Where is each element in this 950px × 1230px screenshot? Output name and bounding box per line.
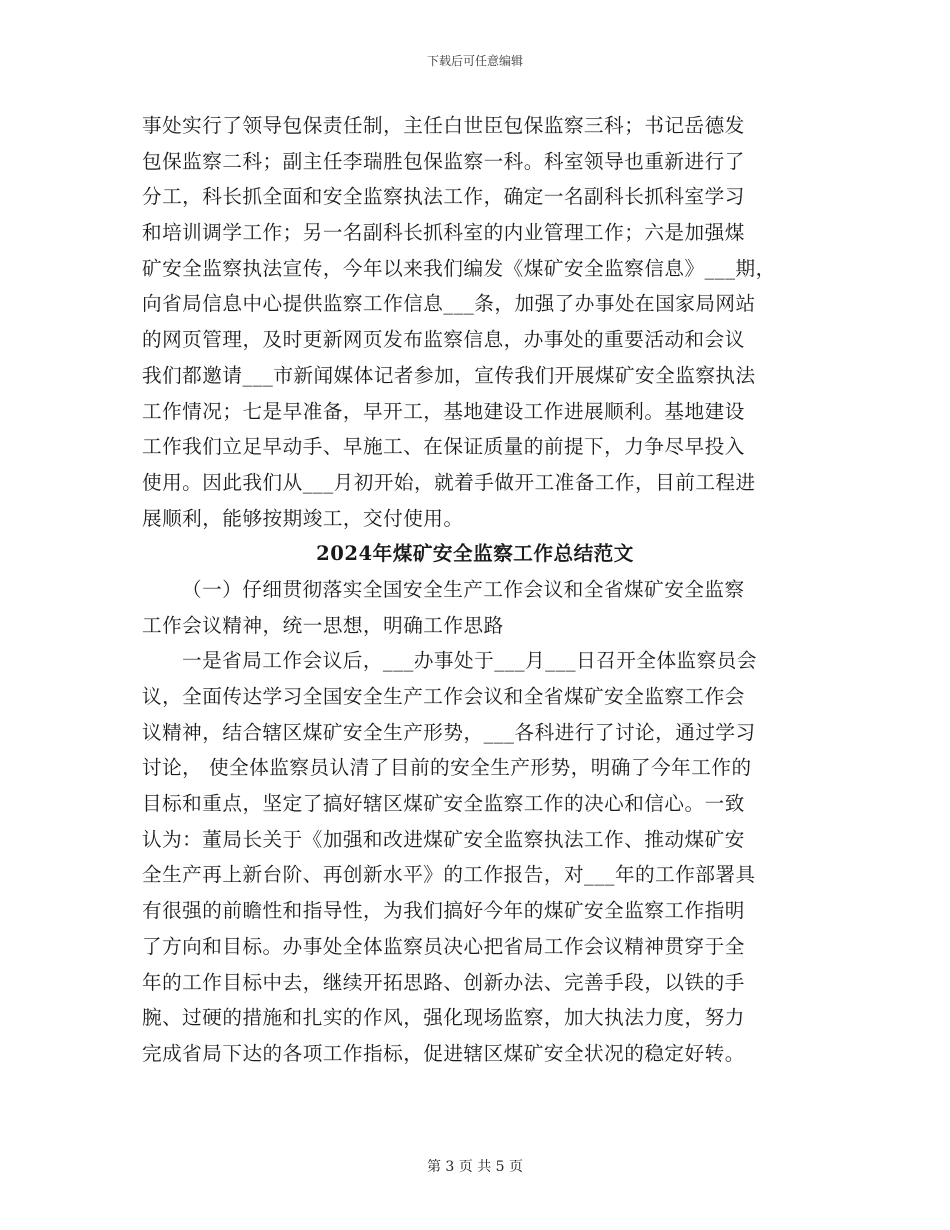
- text-line: 分工，科长抓全面和安全监察执法工作，确定一名副科长抓科室学习: [142, 185, 745, 209]
- text-line: 包保监察二科；副主任李瑞胜包保监察一科。科室领导也重新进行了: [142, 149, 745, 173]
- text-line: 议，全面传达学习全国安全生产工作会议和全省煤矿安全监察工作会: [142, 685, 745, 708]
- text-line: 有很强的前瞻性和指导性，为我们搞好今年的煤矿安全监察工作指明: [142, 899, 745, 923]
- text-line: 和培训调学工作；另一名副科长抓科室的内业管理工作；六是加强煤: [142, 221, 745, 245]
- text-line: 全生产再上新台阶、再创新水平》的工作报告，对___年的工作部署具: [142, 863, 756, 887]
- text-line: 矿安全监察执法宣传，今年以来我们编发《煤矿安全监察信息》___期，: [142, 256, 776, 280]
- text-line: 向省局信息中心提供监察工作信息___条，加强了办事处在国家局网站: [142, 292, 756, 316]
- section-heading-line: 工作会议精神，统一思想，明确工作思路: [142, 613, 504, 637]
- text-line: 的网页管理，及时更新网页发布监察信息，办事处的重要活动和会议: [142, 328, 745, 352]
- text-line: 事处实行了领导包保责任制，主任白世臣包保监察三科；书记岳德发: [142, 114, 745, 137]
- text-line: 完成省局下达的各项工作指标，促进辖区煤矿安全状况的稳定好转。: [142, 1041, 745, 1065]
- text-line: 展顺利，能够按期竣工，交付使用。: [142, 506, 464, 530]
- text-line: 使用。因此我们从___月初开始，就着手做开工准备工作，目前工程进: [142, 470, 756, 494]
- text-line: 工作我们立足早动手、早施工、在保证质量的前提下，力争尽早投入: [142, 435, 745, 459]
- text-line: 工作情况；七是早准备，早开工，基地建设工作进展顺利。基地建设: [142, 399, 745, 423]
- document-title: 2024年煤矿安全监察工作总结范文: [316, 542, 634, 566]
- page-footer: 第 3 页 共 5 页: [426, 1159, 524, 1175]
- text-line: 一是省局工作会议后，___办事处于___月___日召开全体监察员会: [182, 649, 757, 673]
- text-line: 目标和重点，坚定了搞好辖区煤矿安全监察工作的决心和信心。一致: [142, 792, 745, 816]
- section-heading-line: （一）仔细贯彻落实全国安全生产工作会议和全省煤矿安全监察: [182, 577, 745, 601]
- text-line: 讨论， 使全体监察员认清了目前的安全生产形势，明确了今年工作的: [142, 756, 752, 780]
- text-line: 我们都邀请___市新闻媒体记者参加，宣传我们开展煤矿安全监察执法: [142, 363, 756, 387]
- page-header: 下载后可任意编辑: [426, 54, 523, 68]
- document-body: [142, 108, 808, 1072]
- text-line: 了方向和目标。办事处全体监察员决心把省局工作会议精神贯穿于全: [142, 934, 745, 958]
- text-line: 认为：董局长关于《加强和改进煤矿安全监察执法工作、推动煤矿安: [142, 827, 745, 851]
- text-line: 议精神，结合辖区煤矿安全生产形势，___各科进行了讨论，通过学习: [142, 720, 756, 744]
- text-line: 腕、过硬的措施和扎实的作风，强化现场监察，加大执法力度，努力: [142, 1006, 745, 1030]
- text-line: 年的工作目标中去，继续开拓思路、创新办法、完善手段，以铁的手: [142, 970, 745, 994]
